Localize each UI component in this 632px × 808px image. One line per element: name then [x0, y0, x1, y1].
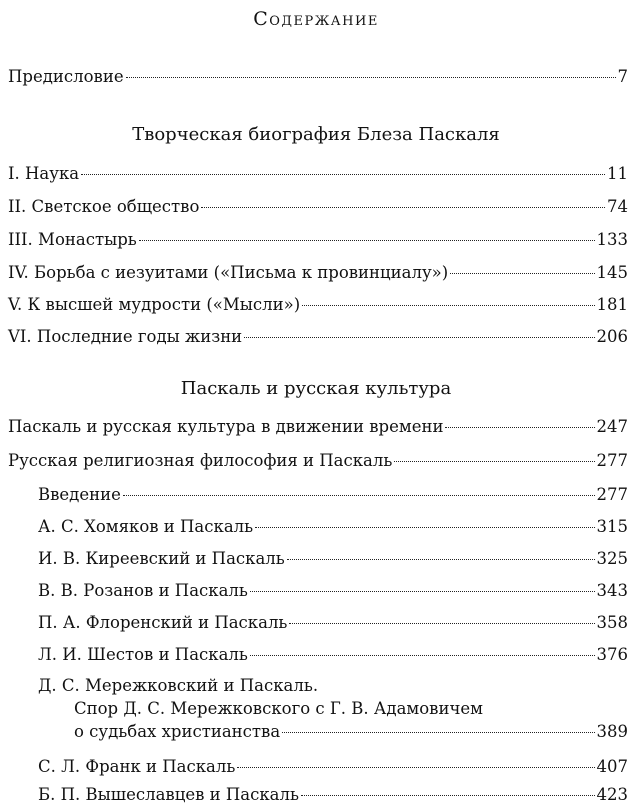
toc-entry-title-line1: Д. С. Мережковский и Паскаль. — [38, 676, 319, 695]
toc-subentry[interactable] — [38, 548, 628, 570]
dot-leader — [81, 174, 605, 175]
section-heading-russian-culture: Паскаль и русская культура — [180, 378, 452, 399]
toc-entry-last-line — [38, 720, 628, 743]
toc-entry[interactable] — [8, 326, 628, 348]
toc-entry-page: 277 — [596, 485, 628, 504]
toc-entry[interactable] — [8, 229, 628, 251]
toc-entry-title-line3: о судьбах христианства — [74, 722, 281, 741]
toc-entry-page: 277 — [596, 451, 628, 470]
dot-leader — [394, 461, 594, 462]
toc-entry-title: V. К высшей мудрости («Мысли») — [8, 295, 301, 314]
toc-entry-title: И. В. Киреевский и Паскаль — [38, 549, 285, 568]
toc-entry-title: П. А. Флоренский и Паскаль — [38, 613, 288, 632]
toc-entry-title: Паскаль и русская культура в движении времени — [8, 417, 444, 436]
toc-entry-page: 389 — [596, 722, 628, 741]
dot-leader — [289, 623, 594, 624]
dot-leader — [287, 559, 595, 560]
toc-entry-title: Русская религиозная философия и Паскаль — [8, 451, 393, 470]
toc-entry-title: III. Монастырь — [8, 230, 137, 249]
toc-subentry[interactable] — [38, 580, 628, 602]
toc-subentry[interactable] — [38, 644, 628, 666]
toc-subentry[interactable] — [38, 484, 628, 506]
toc-subentry[interactable] — [38, 756, 628, 778]
toc-entry[interactable] — [8, 416, 628, 438]
toc-entry-title: Введение — [38, 485, 121, 504]
toc-entry[interactable] — [8, 450, 628, 472]
toc-entry-title: Предисловие — [8, 67, 124, 86]
dot-leader — [244, 337, 594, 338]
toc-subentry[interactable] — [38, 516, 628, 538]
toc-entry-page: 376 — [596, 645, 628, 664]
toc-entry[interactable] — [8, 163, 628, 185]
dot-leader — [282, 732, 594, 733]
toc-entry-title: Л. И. Шестов и Паскаль — [38, 645, 248, 664]
toc-entry-title: Б. П. Вышеславцев и Паскаль — [38, 785, 299, 804]
toc-entry-page: 7 — [617, 67, 628, 86]
toc-entry[interactable] — [8, 294, 628, 316]
toc-entry-page: 247 — [596, 417, 628, 436]
dot-leader — [201, 207, 605, 208]
toc-entry-page: 11 — [607, 164, 628, 183]
toc-entry-page: 206 — [596, 327, 628, 346]
dot-leader — [126, 77, 616, 78]
dot-leader — [237, 767, 594, 768]
toc-entry-page: 181 — [596, 295, 628, 314]
toc-entry-title: II. Светское общество — [8, 197, 200, 216]
dot-leader — [250, 655, 595, 656]
toc-entry-title: I. Наука — [8, 164, 80, 183]
toc-entry-title: В. В. Розанов и Паскаль — [38, 581, 248, 600]
section-heading-biography: Творческая биография Блеза Паскаля — [132, 124, 500, 145]
dot-leader — [139, 240, 595, 241]
toc-subentry[interactable] — [38, 784, 628, 806]
toc-entry-title: VI. Последние годы жизни — [8, 327, 243, 346]
toc-entry[interactable] — [8, 262, 628, 284]
dot-leader — [123, 495, 595, 496]
toc-entry-page: 133 — [596, 230, 628, 249]
toc-entry-page: 343 — [596, 581, 628, 600]
dot-leader — [301, 795, 595, 796]
toc-entry-page: 145 — [596, 263, 628, 282]
toc-subentry[interactable] — [38, 612, 628, 634]
dot-leader — [302, 305, 594, 306]
toc-entry-title: А. С. Хомяков и Паскаль — [38, 517, 254, 536]
toc-entry-page: 407 — [596, 757, 628, 776]
dot-leader — [255, 527, 594, 528]
toc-entry-title: С. Л. Франк и Паскаль — [38, 757, 236, 776]
toc-subentry-multiline[interactable] — [38, 674, 628, 743]
toc-entry-page: 423 — [596, 785, 628, 804]
toc-entry-page: 325 — [596, 549, 628, 568]
toc-entry-preface[interactable] — [8, 66, 628, 88]
page-title: Содержание — [253, 8, 379, 30]
toc-entry-title: IV. Борьба с иезуитами («Письма к провинциалу») — [8, 263, 449, 282]
toc-entry-page: 358 — [596, 613, 628, 632]
toc-entry-page: 315 — [596, 517, 628, 536]
dot-leader — [250, 591, 595, 592]
toc-entry[interactable] — [8, 196, 628, 218]
dot-leader — [450, 273, 594, 274]
dot-leader — [445, 427, 594, 428]
toc-entry-title-line2: Спор Д. С. Мережковского с Г. В. Адамовичем — [74, 699, 483, 718]
toc-entry-page: 74 — [607, 197, 628, 216]
